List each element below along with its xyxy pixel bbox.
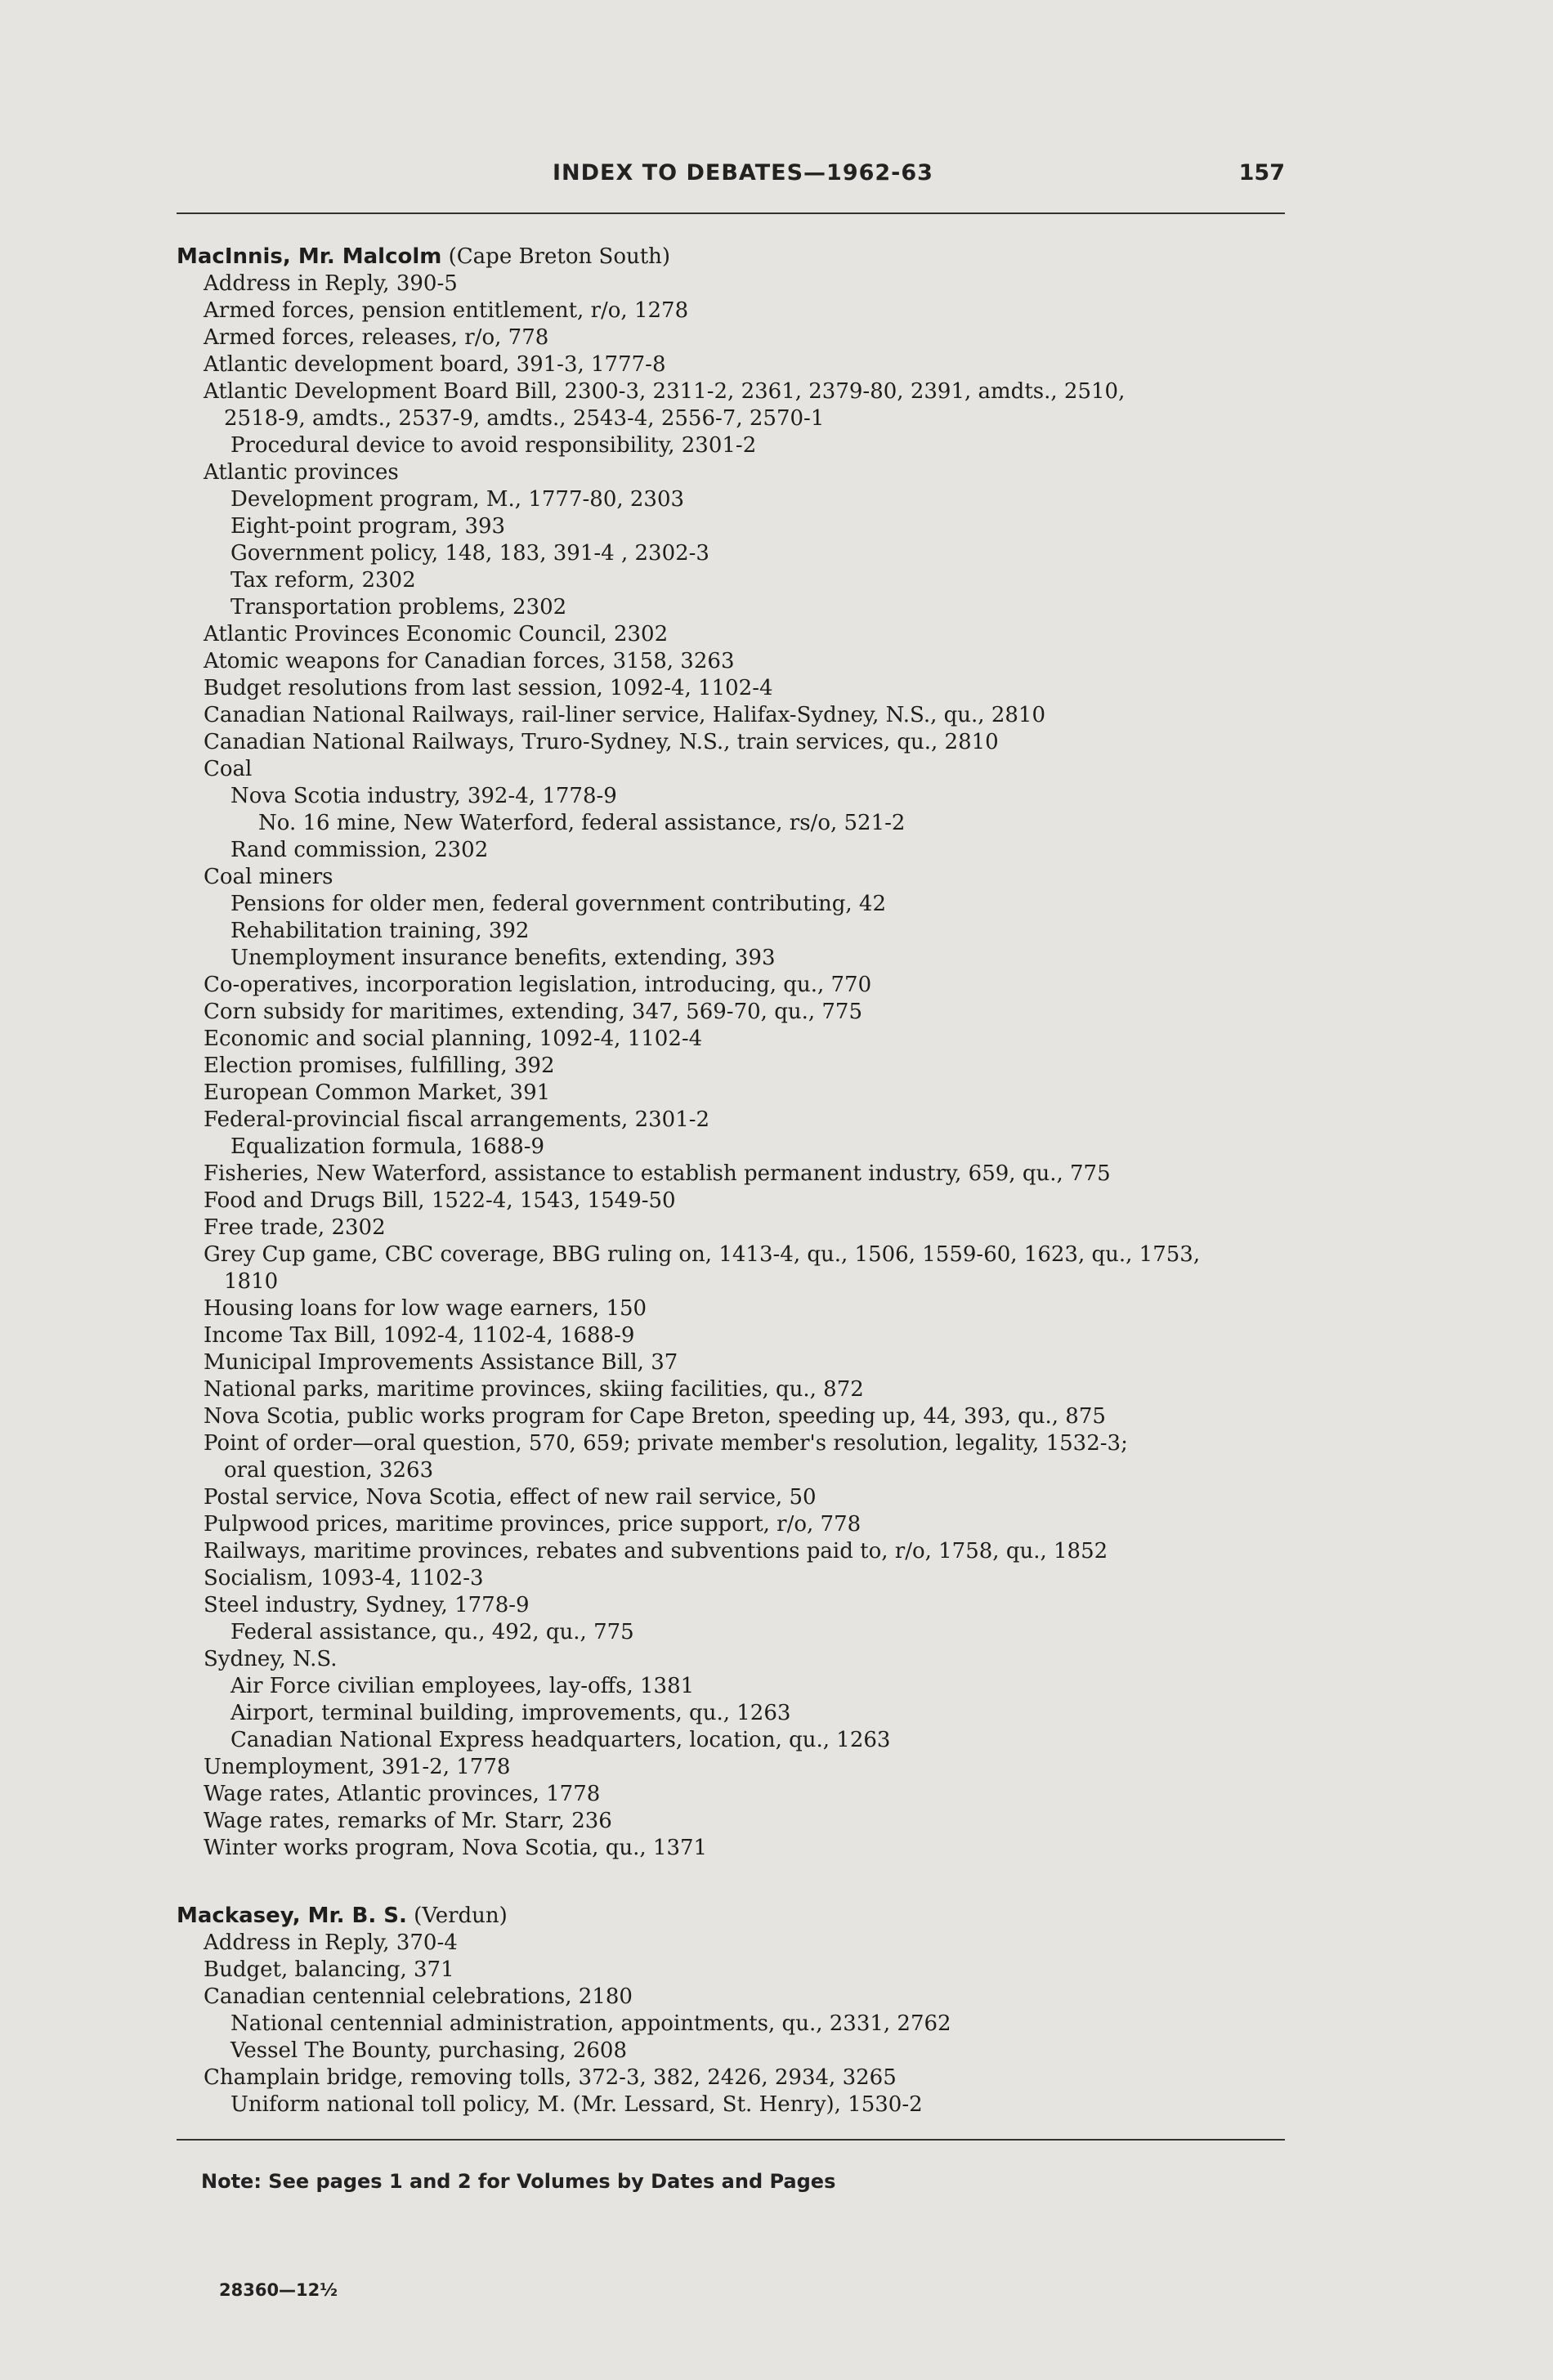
index-entry: Unemployment, 391-2, 1778 <box>204 1755 511 1779</box>
member-name: Mackasey, Mr. B. S. <box>177 1904 407 1928</box>
index-entry: Postal service, Nova Scotia, effect of new rail service, 50 <box>204 1485 817 1510</box>
index-entry: Corn subsidy for maritimes, extending, 347, 569-70, qu., 775 <box>204 1000 863 1024</box>
index-entry: Wage rates, Atlantic provinces, 1778 <box>204 1782 601 1806</box>
index-entry: Development program, M., 1777-80, 2303 <box>230 487 685 512</box>
index-entry: Housing loans for low wage earners, 150 <box>204 1296 647 1321</box>
index-entry: Fisheries, New Waterford, assistance to establish permanent industry, 659, qu., 775 <box>204 1161 1111 1186</box>
index-entry: Air Force civilian employees, lay-offs, 1381 <box>230 1674 695 1698</box>
index-entry: Economic and social planning, 1092-4, 1102-4 <box>204 1027 703 1051</box>
index-entry: Canadian National Express headquarters, location, qu., 1263 <box>230 1728 891 1752</box>
index-entry: Atlantic development board, 391-3, 1777-8 <box>204 352 666 377</box>
footer-code: 28360—12½ <box>219 2280 338 2300</box>
index-entry: Wage rates, remarks of Mr. Starr, 236 <box>204 1809 612 1833</box>
index-entry: Atomic weapons for Canadian forces, 3158, 3263 <box>204 649 735 673</box>
index-entry: Federal assistance, qu., 492, qu., 775 <box>230 1620 634 1644</box>
volume-note: Note: See pages 1 and 2 for Volumes by Dates and Pages <box>201 2170 836 2193</box>
index-entry: Coal miners <box>204 865 333 889</box>
index-entry: Address in Reply, 370-4 <box>204 1930 458 1955</box>
index-entry: No. 16 mine, New Waterford, federal assistance, rs/o, 521-2 <box>258 811 906 835</box>
index-entry: Sydney, N.S. <box>204 1647 338 1671</box>
index-entry: Canadian National Railways, Truro-Sydney, N.S., train services, qu., 2810 <box>204 730 999 754</box>
member-heading <box>177 1903 1321 1930</box>
header-rule <box>177 212 1285 214</box>
index-entry: Free trade, 2302 <box>204 1215 386 1240</box>
member-riding: (Cape Breton South) <box>441 244 671 269</box>
index-entry: Budget, balancing, 371 <box>204 1957 454 1982</box>
index-entry: Food and Drugs Bill, 1522-4, 1543, 1549-50 <box>204 1188 676 1213</box>
index-entry: Municipal Improvements Assistance Bill, 37 <box>204 1350 678 1375</box>
index-entry: Rehabilitation training, 392 <box>230 919 530 943</box>
index-entry: Canadian centennial celebrations, 2180 <box>204 1984 633 2009</box>
index-entry: Pensions for older men, federal government contributing, 42 <box>230 892 887 916</box>
index-entry: Coal <box>204 757 253 781</box>
index-entry: Armed forces, pension entitlement, r/o, 1278 <box>204 298 689 323</box>
index-entry: Canadian National Railways, rail-liner service, Halifax-Sydney, N.S., qu., 2810 <box>204 703 1046 727</box>
index-entry: Rand commission, 2302 <box>230 838 489 862</box>
index-entry: Budget resolutions from last session, 1092-4, 1102-4 <box>204 676 773 700</box>
index-entry: Atlantic Development Board Bill, 2300-3, 2311-2, 2361, 2379-80, 2391, amdts., 2510, <box>204 379 1126 404</box>
index-entry: Unemployment insurance benefits, extending, 393 <box>230 946 776 970</box>
index-entry: National parks, maritime provinces, skiing facilities, qu., 872 <box>204 1377 864 1402</box>
index-entry: Steel industry, Sydney, 1778-9 <box>204 1593 530 1617</box>
index-entry: Atlantic Provinces Economic Council, 2302 <box>204 622 669 646</box>
index-entry: Armed forces, releases, r/o, 778 <box>204 325 549 350</box>
index-entries <box>177 244 1321 2118</box>
index-entry: Nova Scotia industry, 392-4, 1778-9 <box>230 784 617 808</box>
index-entry: Socialism, 1093-4, 1102-3 <box>204 1566 484 1590</box>
index-entry: Equalization formula, 1688-9 <box>230 1134 545 1159</box>
index-entry-continuation: oral question, 3263 <box>224 1458 434 1483</box>
member-riding: (Verdun) <box>406 1904 508 1928</box>
index-entry: Address in Reply, 390-5 <box>204 271 458 296</box>
index-entry: Winter works program, Nova Scotia, qu., 1371 <box>204 1836 708 1860</box>
index-entry: Point of order—oral question, 570, 659; private member's resolution, legality, 1532-3; <box>204 1431 1128 1456</box>
index-entry: National centennial administration, appointments, qu., 2331, 2762 <box>230 2011 951 2036</box>
index-entry: Government policy, 148, 183, 391-4 , 2302-3 <box>230 541 709 566</box>
index-entry: Champlain bridge, removing tolls, 372-3, 382, 2426, 2934, 3265 <box>204 2065 897 2090</box>
index-entry: Income Tax Bill, 1092-4, 1102-4, 1688-9 <box>204 1323 635 1348</box>
index-entry: Tax reform, 2302 <box>230 568 416 593</box>
index-entry: Vessel The Bounty, purchasing, 2608 <box>230 2038 627 2063</box>
index-entry-continuation: 1810 <box>224 1269 279 1294</box>
page-number: 157 <box>1238 160 1285 186</box>
footer-rule <box>177 2139 1285 2141</box>
page-title: INDEX TO DEBATES—1962-63 <box>553 160 933 186</box>
entry-gap <box>177 1862 1321 1903</box>
index-entry: Election promises, fulfilling, 392 <box>204 1054 555 1078</box>
index-entry: Railways, maritime provinces, rebates and subventions paid to, r/o, 1758, qu., 1852 <box>204 1539 1108 1564</box>
page-header <box>177 160 1285 199</box>
index-entry-continuation: 2518-9, amdts., 2537-9, amdts., 2543-4, 2556-7, 2570-1 <box>224 406 825 431</box>
index-entry: Grey Cup game, CBC coverage, BBG ruling on, 1413-4, qu., 1506, 1559-60, 1623, qu., 1753, <box>204 1242 1201 1267</box>
index-entry: Airport, terminal building, improvements, qu., 1263 <box>230 1701 791 1725</box>
index-entry: European Common Market, 391 <box>204 1080 551 1105</box>
member-name: MacInnis, Mr. Malcolm <box>177 244 442 269</box>
index-entry: Transportation problems, 2302 <box>230 595 567 620</box>
index-entry: Atlantic provinces <box>204 460 399 485</box>
index-entry: Eight-point program, 393 <box>230 514 506 539</box>
index-entry: Uniform national toll policy, M. (Mr. Lessard, St. Henry), 1530-2 <box>230 2092 923 2117</box>
member-heading <box>177 244 1321 271</box>
index-entry: Procedural device to avoid responsibility, 2301-2 <box>230 433 757 458</box>
index-entry: Pulpwood prices, maritime provinces, price support, r/o, 778 <box>204 1512 862 1537</box>
index-entry: Co-operatives, incorporation legislation, introducing, qu., 770 <box>204 973 872 997</box>
index-entry: Nova Scotia, public works program for Cape Breton, speeding up, 44, 393, qu., 875 <box>204 1404 1106 1429</box>
index-entry: Federal-provincial fiscal arrangements, 2301-2 <box>204 1107 710 1132</box>
